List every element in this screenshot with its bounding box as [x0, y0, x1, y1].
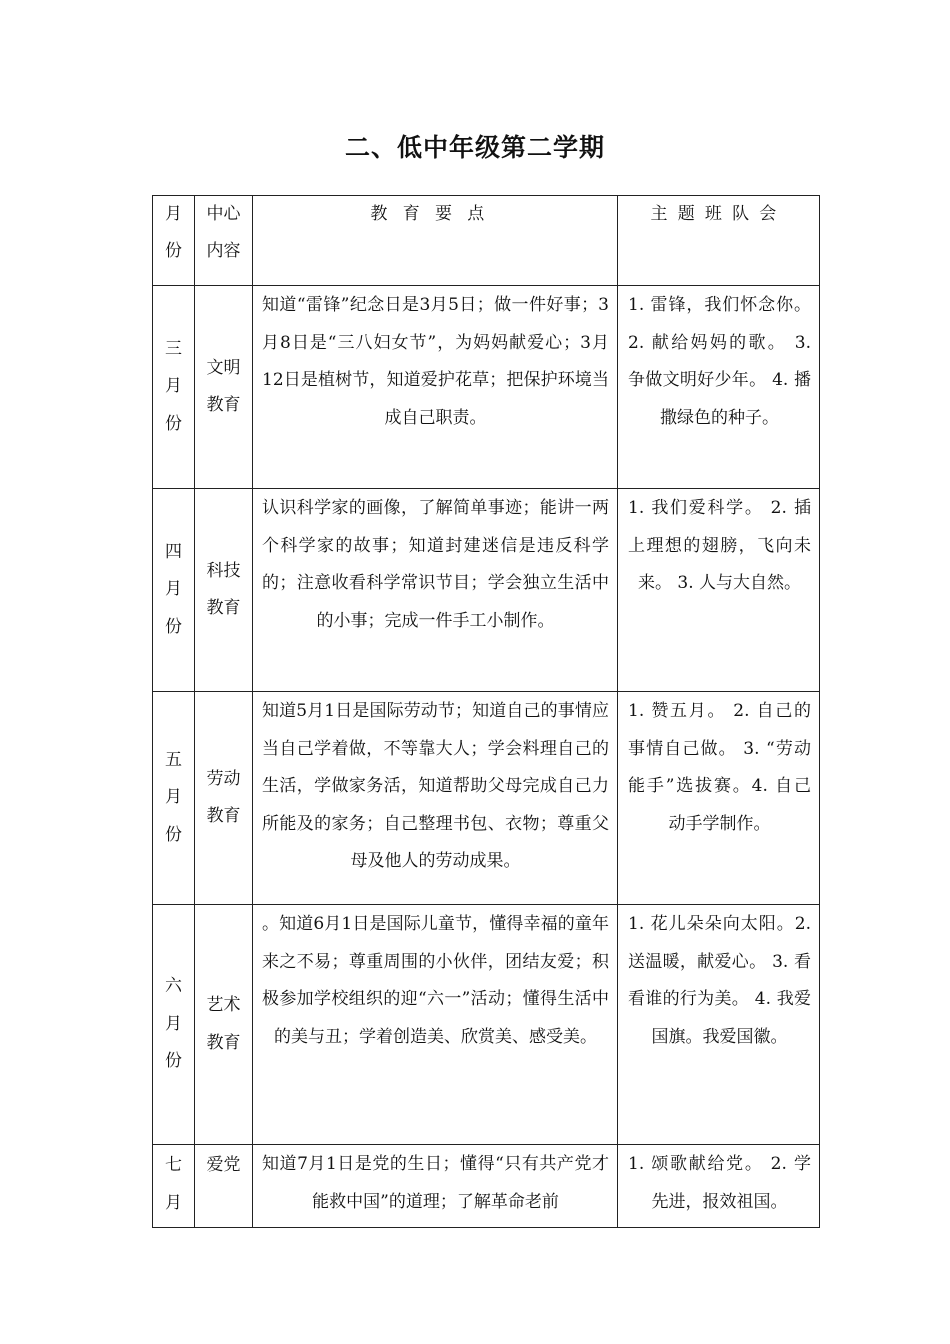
header-center	[195, 196, 253, 286]
month-char: 份	[165, 616, 182, 637]
topic-line: 教育	[206, 395, 241, 415]
header-points: 教育要点	[253, 196, 618, 286]
meeting-cell: 1. 我们爱科学。 2. 插上理想的翅膀，飞向未来。 3. 人与大自然。	[618, 489, 820, 692]
month-char: 月	[165, 1192, 182, 1213]
table-row	[153, 1145, 820, 1228]
points-cell: 知道5月1日是国际劳动节；知道自己的事情应当自己学着做，不等靠大人；学会料理自己的生活，学做家务活，知道帮助父母完成自己力所能及的家务；自己整理书包、衣物；尊重父母及他人的劳动成果。	[253, 692, 618, 905]
month-char: 份	[165, 1051, 182, 1072]
month-char: 四	[165, 541, 182, 562]
month-char: 月	[165, 787, 182, 808]
table-row	[153, 489, 820, 692]
points-cell: 知道“雷锋”纪念日是3月5日；做一件好事；3月8日是“三八妇女节”，为妈妈献爱心；3月12日是植树节，知道爱护花草；把保护环境当成自己职责。	[253, 286, 618, 489]
header-month	[153, 196, 195, 286]
month-char: 五	[165, 749, 182, 770]
points-cell: 。知道6月1日是国际儿童节，懂得幸福的童年来之不易；尊重周围的小伙伴，团结友爱；积极参加学校组织的迎“六一”活动；懂得生活中的美与丑；学着创造美、欣赏美、感受美。	[253, 905, 618, 1145]
topic-line: 劳动	[206, 768, 241, 789]
topic-line: 爱党	[206, 1155, 241, 1175]
education-plan-table	[152, 195, 820, 1228]
topic-line: 科技	[206, 560, 241, 581]
meeting-cell: 1. 雷锋，我们怀念你。2. 献给妈妈的歌。 3. 争做文明好少年。 4. 播撒绿色的种子。	[618, 286, 820, 489]
topic-cell	[195, 489, 253, 692]
topic-line: 教育	[206, 806, 241, 826]
topic-cell	[195, 1145, 253, 1228]
topic-cell	[195, 905, 253, 1145]
month-char: 份	[165, 413, 182, 434]
header-month-line: 份	[165, 241, 182, 261]
header-meeting: 主题班队会	[618, 196, 820, 286]
month-cell	[153, 905, 195, 1145]
header-center-line: 内容	[206, 241, 241, 261]
header-center-line: 中心	[206, 204, 241, 224]
month-char: 七	[165, 1155, 182, 1175]
header-month-line: 月	[165, 204, 182, 224]
points-cell: 知道7月1日是党的生日；懂得“只有共产党才能救中国”的道理；了解革命老前	[253, 1145, 618, 1228]
month-cell	[153, 692, 195, 905]
month-char: 六	[165, 976, 182, 997]
table-row	[153, 286, 820, 489]
month-char: 月	[165, 579, 182, 600]
meeting-cell: 1. 赞五月。 2. 自己的事情自己做。 3. “劳动能手”选拔赛。4. 自己动手学制作。	[618, 692, 820, 905]
month-char: 月	[165, 376, 182, 397]
table-header-row	[153, 196, 820, 286]
meeting-cell: 1. 花儿朵朵向太阳。2. 送温暖，献爱心。 3. 看看谁的行为美。 4. 我爱国旗。我爱国徽。	[618, 905, 820, 1145]
month-cell	[153, 489, 195, 692]
meeting-cell: 1. 颂歌献给党。 2. 学先进，报效祖国。	[618, 1145, 820, 1228]
month-cell	[153, 1145, 195, 1228]
points-cell: 认识科学家的画像，了解简单事迹；能讲一两个科学家的故事；知道封建迷信是违反科学的；注意收看科学常识节目；学会独立生活中的小事；完成一件手工小制作。	[253, 489, 618, 692]
topic-line: 教育	[206, 598, 241, 618]
topic-line: 教育	[206, 1032, 241, 1053]
table-row	[153, 692, 820, 905]
topic-cell	[195, 692, 253, 905]
month-char: 份	[165, 824, 182, 845]
topic-line: 文明	[206, 357, 241, 378]
month-char: 月	[165, 1013, 182, 1034]
table-row	[153, 905, 820, 1145]
topic-cell	[195, 286, 253, 489]
topic-line: 艺术	[206, 995, 241, 1015]
month-cell	[153, 286, 195, 489]
page-title: 二、低中年级第二学期	[344, 133, 605, 162]
month-char: 三	[165, 338, 182, 359]
